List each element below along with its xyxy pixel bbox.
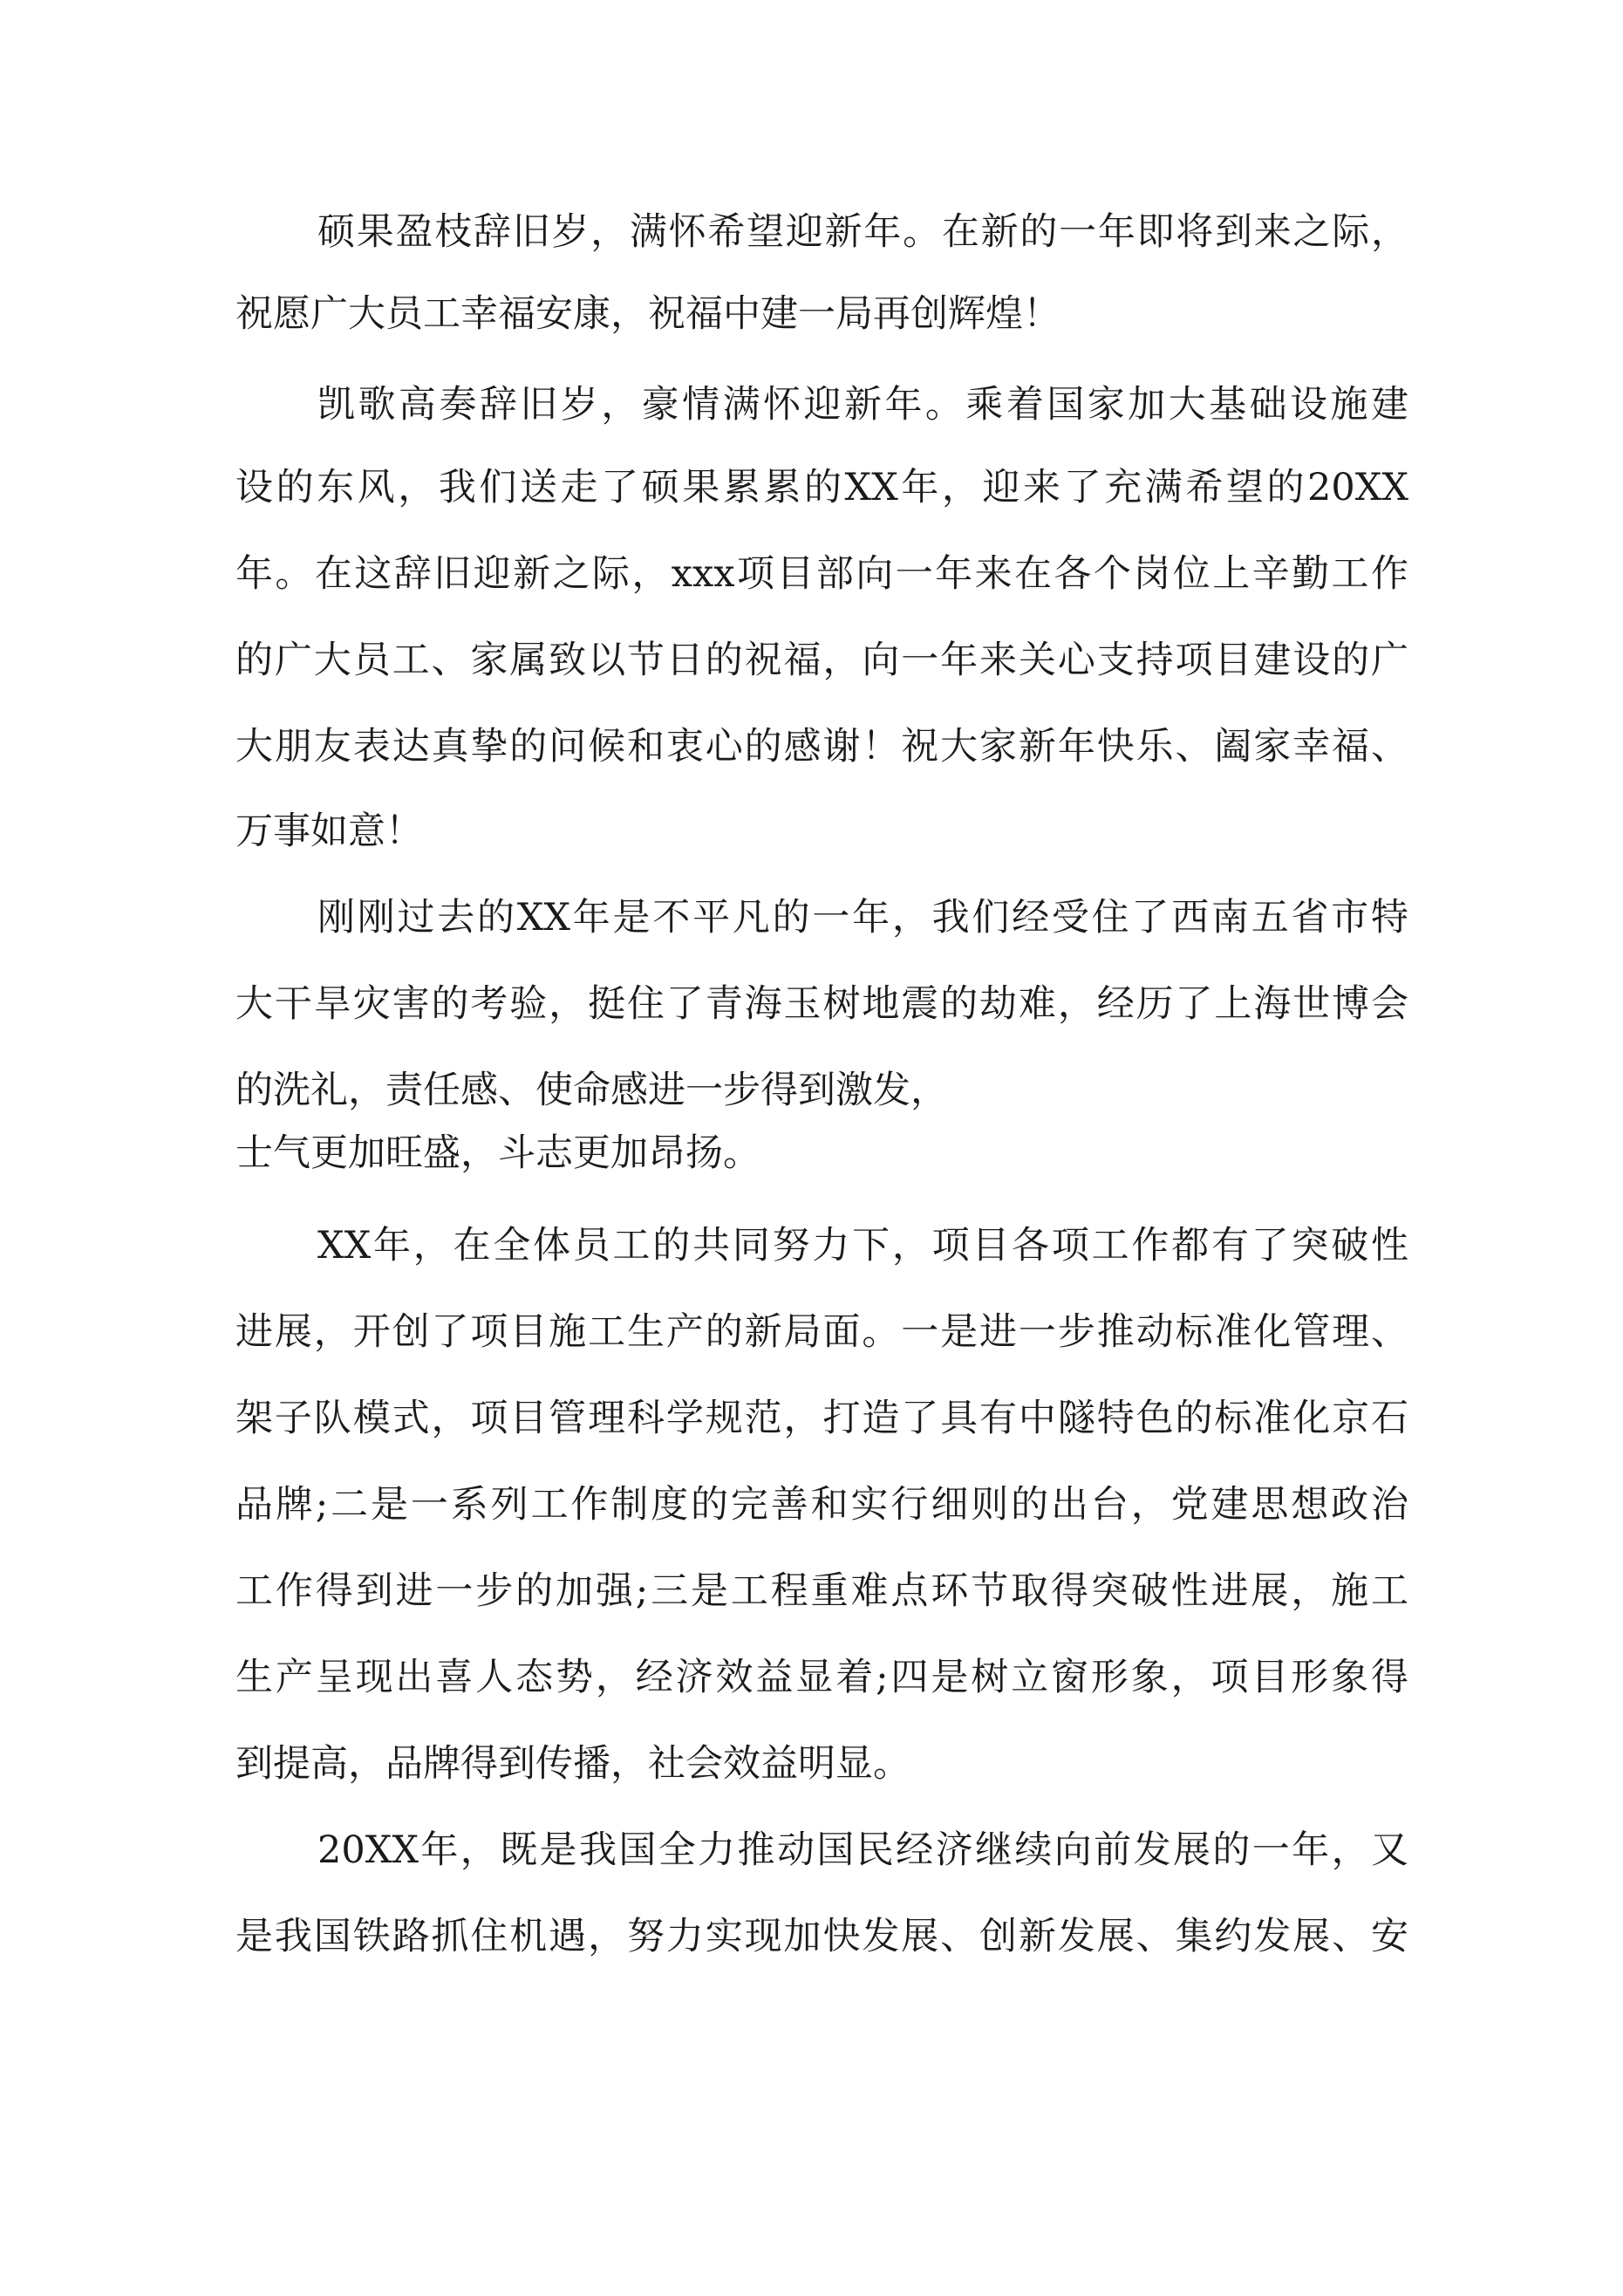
- paragraph-3-line-1: 刚刚过去的XX年是不平凡的一年，我们经受住了西南五省市特: [317, 896, 1408, 940]
- paragraph-2-line-3: 年。在这辞旧迎新之际，xxx项目部向一年来在各个岗位上辛勤工作: [235, 552, 1408, 596]
- paragraph-2-line-4: 的广大员工、家属致以节日的祝福，向一年来关心支持项目建设的广: [235, 639, 1408, 682]
- paragraph-4-line-4: 品牌;二是一系列工作制度的完善和实行细则的出台，党建思想政治: [235, 1483, 1408, 1527]
- paragraph-2-line-6: 万事如意！: [235, 810, 423, 853]
- paragraph-5-line-2: 是我国铁路抓住机遇，努力实现加快发展、创新发展、集约发展、安: [235, 1915, 1408, 1958]
- paragraph-3-line-4: 士气更加旺盛，斗志更加昂扬。: [235, 1131, 760, 1175]
- paragraph-4-line-1: XX年，在全体员工的共同努力下，项目各项工作都有了突破性: [317, 1224, 1408, 1268]
- paragraph-4-line-7: 到提高，品牌得到传播，社会效益明显。: [235, 1742, 910, 1786]
- paragraph-1-line-1: 硕果盈枝辞旧岁，满怀希望迎新年。在新的一年即将到来之际，: [317, 210, 1408, 254]
- paragraph-4-line-5: 工作得到进一步的加强;三是工程重难点环节取得突破性进展，施工: [235, 1569, 1408, 1613]
- paragraph-1-line-2: 祝愿广大员工幸福安康，祝福中建一局再创辉煌！: [235, 292, 1060, 336]
- paragraph-4-line-2: 进展，开创了项目施工生产的新局面。一是进一步推动标准化管理、: [235, 1310, 1408, 1354]
- paragraph-4-line-3: 架子队模式，项目管理科学规范，打造了具有中隧特色的标准化京石: [235, 1397, 1408, 1440]
- paragraph-3-line-3: 的洗礼，责任感、使命感进一步得到激发，: [235, 1069, 948, 1112]
- paragraph-3-line-2: 大干旱灾害的考验，挺住了青海玉树地震的劫难，经历了上海世博会: [235, 982, 1408, 1026]
- paragraph-4-line-6: 生产呈现出喜人态势，经济效益显着;四是树立窗形象，项目形象得: [235, 1656, 1408, 1699]
- paragraph-5-line-1: 20XX年，既是我国全力推动国民经济继续向前发展的一年，又: [317, 1828, 1408, 1872]
- paragraph-2-line-1: 凯歌高奏辞旧岁，豪情满怀迎新年。乘着国家加大基础设施建: [317, 383, 1408, 427]
- paragraph-2-line-5: 大朋友表达真挚的问候和衷心的感谢！祝大家新年快乐、阖家幸福、: [235, 725, 1408, 769]
- paragraph-2-line-2: 设的东风，我们送走了硕果累累的XX年，迎来了充满希望的20XX: [235, 466, 1408, 509]
